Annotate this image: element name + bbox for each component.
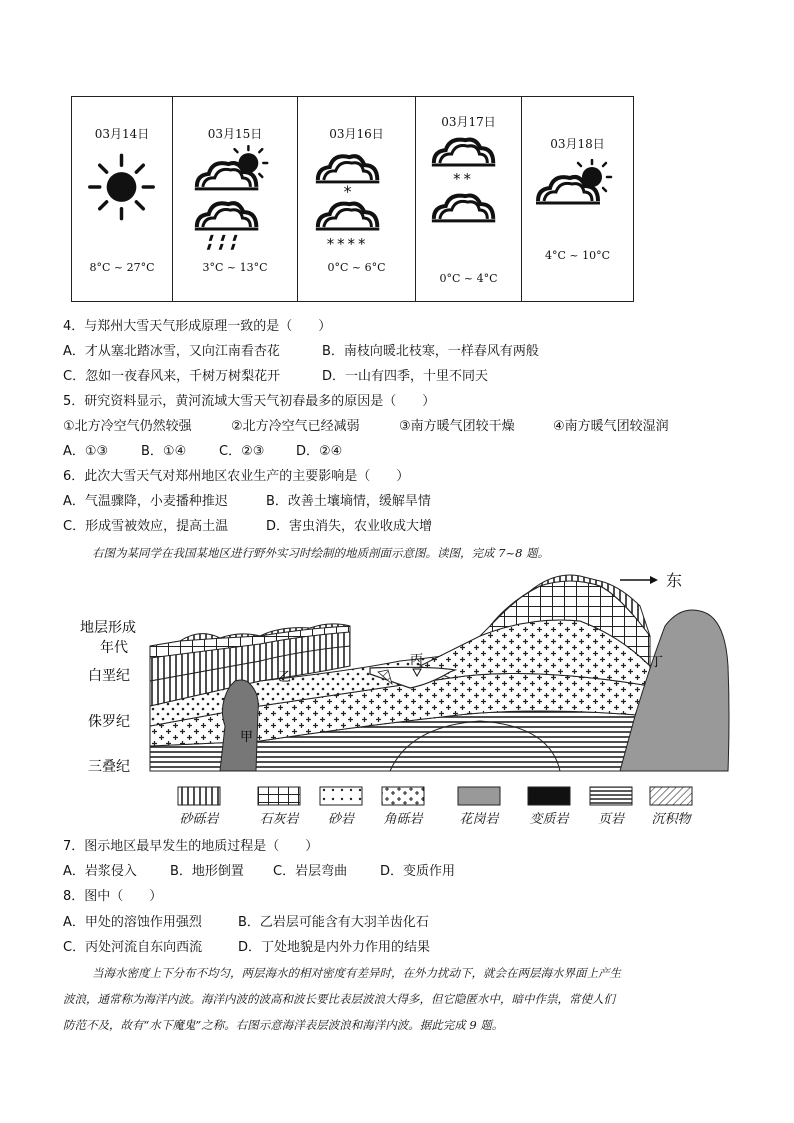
q5-option-a: A．①③ <box>63 444 109 459</box>
q7-stem: 7．图示地区最早发生的地质过程是（ ） <box>63 839 319 854</box>
legend-swatch-sandstone <box>320 787 362 805</box>
weather-temp: 0°C ~ 6°C <box>327 261 386 274</box>
period-triassic: 三叠纪 <box>88 759 130 775</box>
weather-temp: 3°C ~ 13°C <box>202 261 268 274</box>
legend-label-breccia: 角砾岩 <box>383 812 423 827</box>
cloudy-icon <box>416 191 521 227</box>
marker-jia: 甲 <box>240 730 254 745</box>
weather-date: 03月16日 <box>329 127 384 141</box>
legend-swatch-breccia <box>382 787 424 805</box>
q7-option-c: C．岩层弯曲 <box>273 864 348 879</box>
q6-option-a: A．气温骤降，小麦播种推迟 <box>63 494 228 509</box>
q5-statement-3: ③南方暖气团较干燥 <box>399 419 515 434</box>
q4-stem: 4．与郑州大雪天气形成原理一致的是（ ） <box>63 319 332 334</box>
rain-icon <box>173 199 297 254</box>
q8-option-c: C．丙处河流自东向西流 <box>63 940 203 955</box>
partly-cloudy-icon <box>522 159 633 207</box>
marker-yi: 乙 <box>278 670 292 685</box>
q7-option-d: D．变质作用 <box>380 864 456 879</box>
legend-swatch-granite <box>458 787 500 805</box>
weather-day-0315 <box>173 97 298 301</box>
period-jurassic: 侏罗纪 <box>88 714 130 730</box>
marker-bing: 丙 <box>410 653 424 668</box>
legend-label-sandstone: 砂岩 <box>327 812 354 827</box>
legend-swatch-sandgravel <box>178 787 220 805</box>
weather-date: 03月15日 <box>207 127 263 141</box>
q5-statement-2: ②北方冷空气已经减弱 <box>231 419 360 434</box>
q9-paragraph-line3: 防范不及，故有“水下魔鬼”之称。右图示意海洋表层波浪和海洋内波。据此完成 9 题。 <box>63 1018 504 1032</box>
light-snow-icon <box>298 152 415 197</box>
q5-statement-4: ④南方暖气团较湿润 <box>553 419 669 434</box>
weather-day-0317 <box>416 97 522 301</box>
weather-temp: 8°C ~ 27°C <box>89 261 155 274</box>
q5-option-b: B．①④ <box>141 444 187 459</box>
legend-label-shale: 页岩 <box>597 812 624 827</box>
legend-swatch-sediment <box>650 787 692 805</box>
q6-option-b: B．改善土壤墒情，缓解旱情 <box>266 494 431 509</box>
weather-day-0314 <box>72 97 173 301</box>
heavy-snow-icon <box>298 201 415 251</box>
rock-legend <box>168 786 728 832</box>
legend-label-metamorphic: 变质岩 <box>529 812 569 827</box>
q4-option-a: A．才从塞北踏冰雪，又向江南看杏花 <box>63 344 280 359</box>
q7-8-intro: 右图为某同学在我国某地区进行野外实习时绘制的地质剖面示意图。读图，完成 7~8 题。 <box>92 546 550 560</box>
q5-option-d: D．②④ <box>296 444 343 459</box>
strata-title-line2: 年代 <box>100 640 128 656</box>
q9-paragraph-line1: 当海水密度上下分布不均匀，两层海水的相对密度有差异时，在外力扰动下，就会在两层海水界面上产生 <box>92 966 621 980</box>
period-cretaceous: 白垩纪 <box>88 668 130 684</box>
marker-ding: 丁 <box>650 655 664 670</box>
q6-stem: 6．此次大雪天气对郑州地区农业生产的主要影响是（ ） <box>63 469 410 484</box>
q9-paragraph-line2: 波浪，通常称为海洋内波。海洋内波的波高和波长要比表层波浪大得多，但它隐匿水中，暗中作祟，常使人们 <box>63 992 615 1006</box>
q5-statement-1: ①北方冷空气仍然较强 <box>63 419 192 434</box>
q6-option-d: D．害虫消失，农业收成大增 <box>266 519 433 534</box>
svg-text:*: * <box>343 181 352 197</box>
q5-option-c: C．②③ <box>219 444 265 459</box>
q7-option-b: B．地形倒置 <box>170 864 244 879</box>
legend-label-granite: 花岗岩 <box>459 812 499 827</box>
strata-title-line1: 地层形成 <box>80 620 136 636</box>
sun-icon <box>72 152 172 222</box>
q4-option-d: D．一山有四季，十里不同天 <box>322 369 489 384</box>
q8-option-d: D．丁处地貌是内外力作用的结果 <box>238 940 431 955</box>
q5-stem: 5．研究资料显示，黄河流域大雪天气初春最多的原因是（ ） <box>63 394 436 409</box>
legend-swatch-limestone <box>258 787 300 805</box>
direction-label: 东 <box>666 571 683 590</box>
intrusion-jia <box>220 680 258 771</box>
partly-cloudy-icon <box>173 145 297 193</box>
q4-option-b: B．南枝向暖北枝寒，一样春风有两般 <box>322 344 539 359</box>
moderate-snow-icon <box>416 137 521 185</box>
weather-day-0318 <box>522 97 633 301</box>
q4-option-c: C．忽如一夜春风来，千树万树梨花开 <box>63 369 281 384</box>
weather-day-0316 <box>298 97 416 301</box>
strata-layers <box>150 575 729 771</box>
legend-label-limestone: 石灰岩 <box>259 812 299 827</box>
legend-swatch-metamorphic <box>528 787 570 805</box>
weather-date: 03月17日 <box>441 115 496 129</box>
q6-option-c: C．形成雪被效应，提高土温 <box>63 519 229 534</box>
legend-label-sediment: 沉积物 <box>651 812 691 827</box>
q7-option-a: A．岩浆侵入 <box>63 864 137 879</box>
q8-option-b: B．乙岩层可能含有大羽羊齿化石 <box>238 915 429 930</box>
legend-label-sandgravel: 砂砾岩 <box>179 812 219 827</box>
weather-forecast-table <box>71 96 634 302</box>
svg-text:**: ** <box>453 169 474 185</box>
weather-temp: 4°C ~ 10°C <box>544 249 611 262</box>
q8-stem: 8．图中（ ） <box>63 889 163 904</box>
svg-text:****: **** <box>326 234 369 251</box>
weather-date: 03月14日 <box>94 127 150 141</box>
weather-temp: 0°C ~ 4°C <box>439 272 498 285</box>
q8-option-a: A．甲处的溶蚀作用强烈 <box>63 915 202 930</box>
weather-date: 03月18日 <box>550 137 605 151</box>
legend-swatch-shale <box>590 787 632 805</box>
